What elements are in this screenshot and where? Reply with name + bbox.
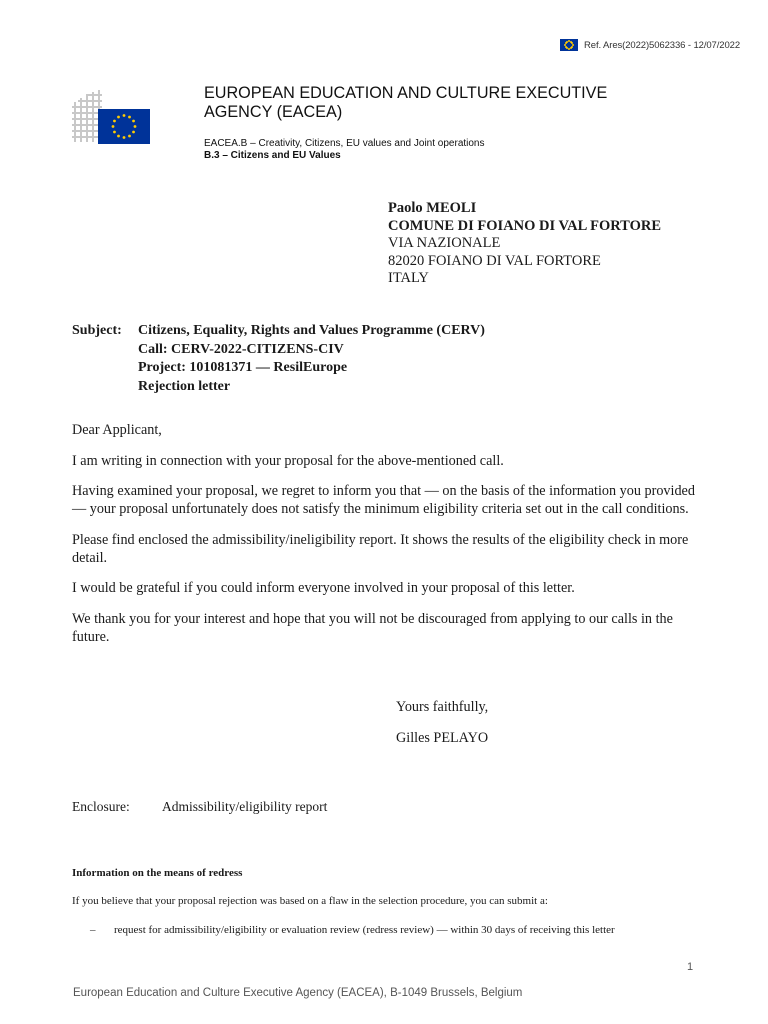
directorate-line: EACEA.B – Creativity, Citizens, EU values and Joint operations <box>204 138 485 149</box>
ares-reference <box>560 39 740 51</box>
eu-star-icon <box>134 125 137 128</box>
recipient-name: Paolo MEOLI <box>388 200 477 216</box>
recipient-country: ITALY <box>388 270 429 286</box>
redress-intro: If you believe that your proposal rejection was based on a flaw in the selection procedure, you can submit a: <box>72 895 548 907</box>
eu-star-icon <box>565 46 567 48</box>
agency-name-line2: AGENCY (EACEA) <box>204 103 343 121</box>
eu-star-icon <box>123 136 126 139</box>
recipient-city: 82020 FOIANO DI VAL FORTORE <box>388 252 601 269</box>
agency-name-line1: EUROPEAN EDUCATION AND CULTURE EXECUTIVE <box>204 84 608 102</box>
redress-item-text: request for admissibility/eligibility or evaluation review (redress review) — within 30 days of receiving this letter <box>114 924 615 936</box>
recipient-organisation: COMUNE DI FOIANO DI VAL FORTORE <box>388 217 662 234</box>
recipient-street: VIA NAZIONALE <box>388 235 501 251</box>
eu-star-icon <box>568 48 570 50</box>
subject-label: Subject: <box>72 323 122 338</box>
eu-star-icon <box>113 120 116 123</box>
subject-type: Rejection letter <box>138 378 231 394</box>
closing: Yours faithfully, <box>396 699 489 715</box>
signer-name: Gilles PELAYO <box>396 730 489 746</box>
salutation: Dear Applicant, <box>72 422 162 438</box>
subject-call: Call: CERV-2022-CITIZENS-CIV <box>138 341 344 357</box>
subject-project: Project: 101081371 — ResilEurope <box>138 360 348 375</box>
eu-star-icon <box>128 116 131 119</box>
bullet-dash: – <box>90 924 96 936</box>
enclosure-value: Admissibility/eligibility report <box>162 799 328 814</box>
letter-body <box>72 421 697 658</box>
paragraph-1: I am writing in connection with your proposal for the above-mentioned call. <box>72 452 504 469</box>
agency-name <box>204 84 607 122</box>
paragraph-2: Having examined your proposal, we regret to inform you that — on the basis of the information you provided — your proposal unfortunately does not satisfy the minimum eligibility criteria set out in the call conditions. <box>72 483 695 517</box>
eu-star-icon <box>564 44 566 46</box>
eu-star-icon <box>132 131 135 134</box>
footer-address: European Education and Culture Executive Agency (EACEA), B-1049 Brussels, Belgium <box>73 987 523 999</box>
page-number: 1 <box>687 961 694 973</box>
paragraph-4: I would be grateful if you could inform everyone involved in your proposal of this letter. <box>72 580 575 596</box>
eu-flag-icon <box>560 39 578 51</box>
eu-star-icon <box>112 125 115 128</box>
redress-title: Information on the means of redress <box>72 867 243 879</box>
european-commission-logo <box>72 90 156 146</box>
eu-star-icon <box>132 120 135 123</box>
enclosure-label: Enclosure: <box>72 799 130 814</box>
paragraph-5: We thank you for your interest and hope that you will not be discouraged from applying to our calls in the future. <box>72 610 673 645</box>
eu-star-icon <box>117 135 120 138</box>
eu-star-icon <box>113 131 116 134</box>
subject-programme: Citizens, Equality, Rights and Values Programme (CERV) <box>138 323 485 338</box>
eu-star-icon <box>117 116 120 119</box>
eu-star-icon <box>123 114 126 117</box>
paragraph-3: Please find enclosed the admissibility/ineligibility report. It shows the results of the eligibility check in more detail. <box>72 531 689 566</box>
eu-star-icon <box>566 41 568 43</box>
ares-reference-text: Ref. Ares(2022)5062336 - 12/07/2022 <box>584 39 741 51</box>
eu-star-icon <box>570 47 572 49</box>
recipient-address <box>388 200 661 288</box>
unit-line: B.3 – Citizens and EU Values <box>204 150 341 161</box>
eu-star-icon <box>128 135 131 138</box>
